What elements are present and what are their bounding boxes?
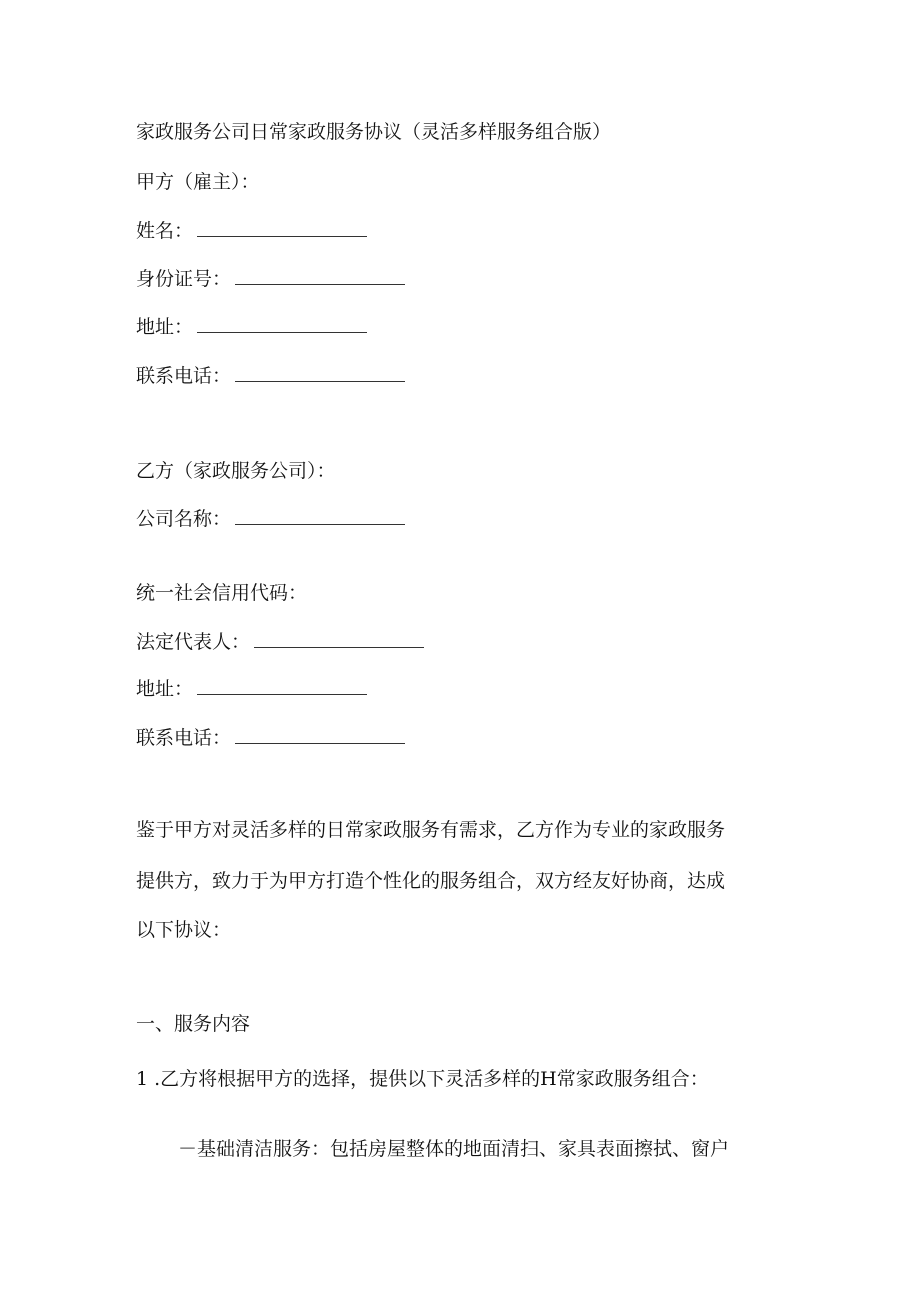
- preamble-line-1: 鉴于甲方对灵活多样的日常家政服务有需求，乙方作为专业的家政服务: [136, 819, 726, 841]
- party-b-heading: 乙方（家政服务公司）：: [136, 460, 336, 482]
- party-b-legal-rep-row: [136, 630, 424, 654]
- party-a-id-row: [136, 267, 405, 291]
- preamble-line-2: 提供方，致力于为甲方打造个性化的服务组合，双方经友好协商，达成: [136, 870, 726, 892]
- party-a-address-blank: [197, 316, 367, 333]
- party-b-legal-rep-label: 法定代表人：: [136, 631, 251, 653]
- party-a-phone-row: [136, 364, 405, 388]
- party-b-address-blank: [197, 678, 367, 695]
- party-a-heading: 甲方（雇主）：: [136, 171, 260, 193]
- party-b-phone-label: 联系电话：: [136, 727, 232, 749]
- section-1-bullet-1: －基础清洁服务：包括房屋整体的地面清扫、家具表面擦拭、窗户: [178, 1138, 730, 1160]
- section-1-item-1: 1 .乙方将根据甲方的选择，提供以下灵活多样的H常家政服务组合：: [136, 1068, 709, 1090]
- party-a-name-blank: [197, 220, 367, 237]
- party-a-address-label: 地址：: [136, 316, 194, 338]
- party-b-phone-blank: [235, 727, 405, 744]
- party-a-phone-blank: [235, 365, 405, 382]
- party-a-name-row: [136, 219, 367, 243]
- party-b-legal-rep-blank: [254, 631, 424, 648]
- party-b-company-row: [136, 507, 405, 531]
- party-b-phone-row: [136, 726, 405, 750]
- party-a-address-row: [136, 315, 367, 339]
- document-title: 家政服务公司日常家政服务协议（灵活多样服务组合版）: [136, 121, 612, 143]
- preamble-line-3: 以下协议：: [136, 919, 232, 941]
- party-a-phone-label: 联系电话：: [136, 365, 232, 387]
- party-b-company-label: 公司名称：: [136, 508, 232, 530]
- party-a-name-label: 姓名：: [136, 220, 194, 242]
- party-b-company-blank: [235, 508, 405, 525]
- party-a-id-label: 身份证号：: [136, 268, 232, 290]
- party-b-address-row: [136, 677, 367, 701]
- party-a-id-blank: [235, 268, 405, 285]
- party-b-credit-code-label: 统一社会信用代码：: [136, 582, 308, 604]
- party-b-address-label: 地址：: [136, 678, 194, 700]
- section-1-heading: 一、服务内容: [136, 1013, 251, 1035]
